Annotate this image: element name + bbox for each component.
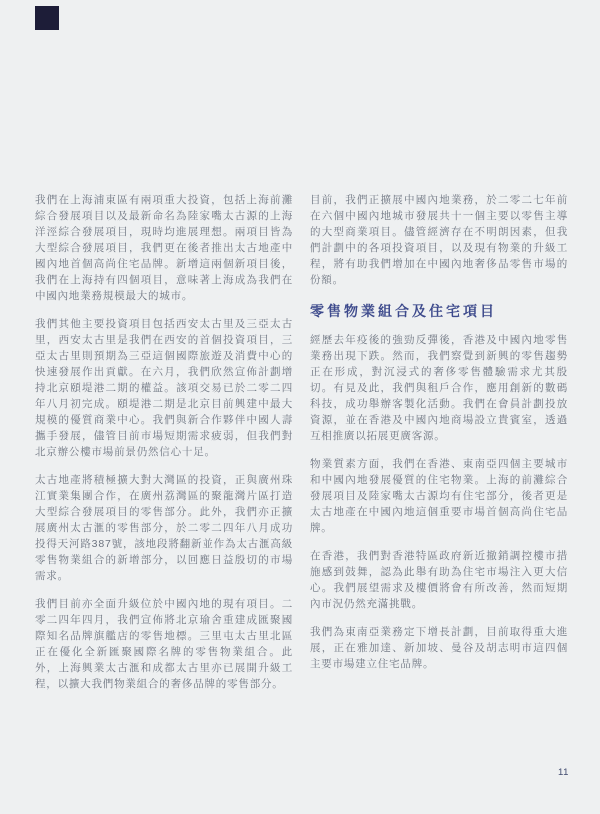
left-column — [35, 192, 293, 704]
paragraph: 物業質素方面，我們在香港、東南亞四個主要城市和中國內地發展優質的住宅物業。上海的前灘綜合發展項目及陸家嘴太古源均有住宅部分，後者更是太古地產在中國內地這個重要市場首個高尚住宅品牌。 — [310, 458, 568, 534]
right-column — [310, 192, 568, 684]
section-heading: 零售物業組合及住宅項目 — [310, 303, 497, 319]
paragraph: 目前，我們正擴展中國內地業務，於二零二七年前在六個中國內地城市發展共十一個主要以零售主導的大型商業項目。儘管經濟存在不明朗因素，但我們計劃中的各項投資項目，以及現有物業的升級工程，將有助我們增加在中國內地奢侈品零售市場的份額。 — [310, 194, 568, 286]
paragraph: 我們其他主要投資項目包括西安太古里及三亞太古里，西安太古里是我們在西安的首個投資項目，三亞太古里則預期為三亞這個國際旅遊及消費中心的快速發展作出貢獻。在六月，我們欣然宣佈計劃增持北京頤堤港二期的權益。該項交易已於二零二四年八月初完成。頤堤港二期是北京目前興建中最大規模的優質商業中心。我們與新合作夥伴中國人壽攜手發展，儘管目前市場短期需求疲弱，但我們對北京辦公樓市場前景仍然信心十足。 — [35, 318, 293, 458]
paragraph: 我們在上海浦東區有兩項重大投資，包括上海前灘綜合發展項目以及最新命名為陸家嘴太古源的上海洋涇綜合發展項目，現時均進展理想。兩項目皆為大型綜合發展項目，我們更在後者推出太古地產中國內地首個高尚住宅品牌。新增這兩個新項目後，我們在上海持有四個項目，意味著上海成為我們在中國內地業務規模最大的城市。 — [35, 194, 293, 302]
paragraph: 經歷去年疫後的強勁反彈後，香港及中國內地零售業務出現下跌。然而，我們察覺到新興的零售趨勢正在形成，對沉浸式的奢侈零售體驗需求尤其殷切。有見及此，我們與租戶合作，應用創新的數碼科技，成功舉辦客製化活動。我們在會員計劃投放資源，並在香港及中國內地商場設立貴賓室，透過互相推廣以拓展更廣客源。 — [310, 334, 568, 442]
corner-square-mark — [35, 6, 59, 30]
paragraph: 我們目前亦全面升級位於中國內地的現有項目。二零二四年四月，我們宣佈將北京瑜舍重建成匯聚國際知名品牌旗艦店的零售地標。三里屯太古里北區正在優化全新匯聚國際名牌的零售物業組合。此外，上海興業太古滙和成都太古里亦已展開升級工程，以擴大我們物業組合的奢侈品牌的零售部分。 — [35, 598, 293, 690]
paragraph: 在香港，我們對香港特區政府新近撤銷調控樓市措施感到鼓舞，認為此舉有助為住宅市場注入更大信心。我們展望需求及樓價將會有所改善，然而短期內市況仍然充滿挑戰。 — [310, 550, 568, 610]
paragraph: 太古地產將積極擴大對大灣區的投資，正與廣州珠江實業集團合作，在廣州荔灣區的聚龍灣片區打造大型綜合發展項目的零售部分。此外，我們亦正擴展廣州太古滙的零售部分，於二零二四年八月成功投得天河路387號，該地段將翻新並作為太古滙高級零售物業組合的新增部分，以回應日益殷切的市場需求。 — [35, 474, 293, 582]
page-number: 11 — [558, 767, 569, 778]
paragraph: 我們為東南亞業務定下增長計劃，目前取得重大進展，正在雅加達、新加坡、曼谷及胡志明市這四個主要市場建立住宅品牌。 — [310, 626, 568, 670]
